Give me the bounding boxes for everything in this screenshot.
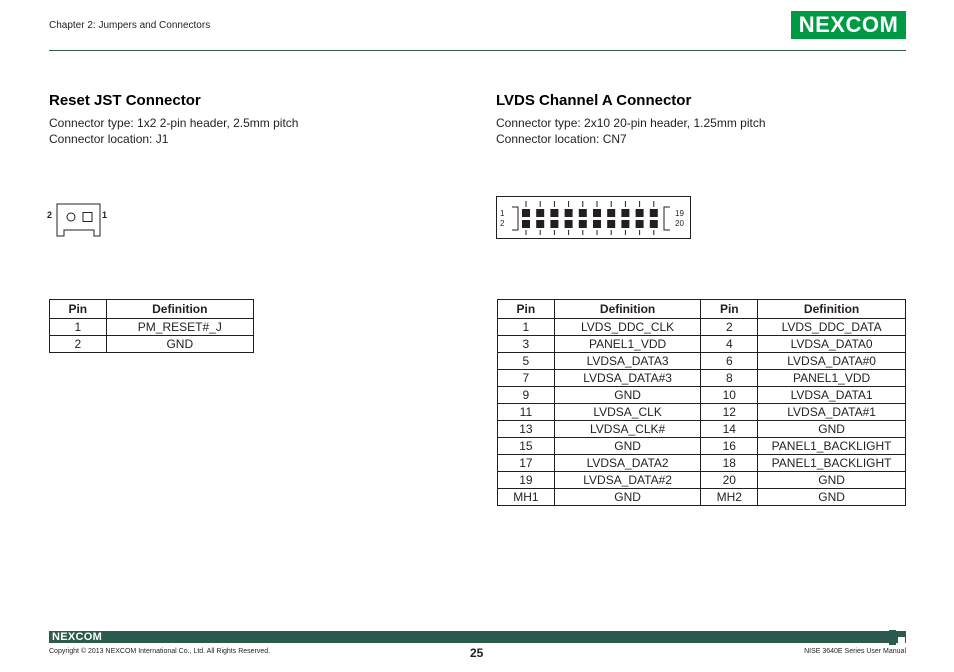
- connector-pin: [536, 209, 544, 217]
- definition-cell: LVDSA_DATA1: [758, 387, 906, 404]
- connector-pin: [579, 220, 587, 228]
- connector-pin: [550, 209, 558, 217]
- definition-cell: GND: [554, 438, 701, 455]
- definition-cell: GND: [106, 336, 253, 353]
- definition-cell: LVDS_DDC_CLK: [554, 319, 701, 336]
- footer-square-decor: [889, 639, 896, 645]
- definition-cell: GND: [758, 421, 906, 438]
- lvds-connector-location: Connector location: CN7: [496, 132, 627, 146]
- lvds-label-2: 2: [500, 219, 505, 228]
- definition-cell: GND: [554, 387, 701, 404]
- table-row: [498, 336, 906, 353]
- connector-pin: [522, 220, 530, 228]
- definition-cell: PANEL1_VDD: [554, 336, 701, 353]
- lvds-label-20: 20: [675, 219, 684, 228]
- pin-cell: 16: [701, 438, 758, 455]
- table-row: [498, 387, 906, 404]
- nexcom-logo: [791, 11, 906, 39]
- connector-pin: [607, 220, 615, 228]
- connector-pin: [565, 209, 573, 217]
- definition-cell: LVDSA_DATA#0: [758, 353, 906, 370]
- definition-cell: LVDSA_DATA#1: [758, 404, 906, 421]
- lvds-label-19: 19: [675, 209, 684, 218]
- pin-cell: 9: [498, 387, 555, 404]
- pin-cell: 17: [498, 455, 555, 472]
- connector-pin: [636, 209, 644, 217]
- column-header-pin: Pin: [498, 300, 555, 319]
- pin-cell: 6: [701, 353, 758, 370]
- lvds-pin-table: [497, 299, 906, 506]
- table-row: [498, 438, 906, 455]
- table-row: [498, 421, 906, 438]
- pin-cell: 20: [701, 472, 758, 489]
- connector-pin: [522, 209, 530, 217]
- chapter-title: Chapter 2: Jumpers and Connectors: [49, 20, 211, 31]
- connector-pin: [536, 220, 544, 228]
- column-header-pin: Pin: [50, 300, 107, 319]
- pin-cell: 11: [498, 404, 555, 421]
- pin-cell: 8: [701, 370, 758, 387]
- table-row: [498, 472, 906, 489]
- header-divider: [49, 50, 906, 51]
- pin-cell: 1: [50, 319, 107, 336]
- column-header-definition: Definition: [554, 300, 701, 319]
- footer-logo: NEXCOM: [52, 631, 103, 643]
- definition-cell: LVDSA_DATA#2: [554, 472, 701, 489]
- definition-cell: PANEL1_VDD: [758, 370, 906, 387]
- definition-cell: LVDSA_CLK: [554, 404, 701, 421]
- table-row: [498, 353, 906, 370]
- reset-connector-diagram: [44, 200, 110, 240]
- logo-text: NEXCOM: [798, 12, 899, 37]
- reset-pin-label-2: 2: [47, 210, 53, 220]
- table-row: [498, 455, 906, 472]
- connector-pin: [607, 209, 615, 217]
- connector-pin: [579, 209, 587, 217]
- pin-cell: 13: [498, 421, 555, 438]
- pin-2-circle: [67, 213, 75, 221]
- lvds-section-title: LVDS Channel A Connector: [496, 92, 692, 109]
- pin-cell: 5: [498, 353, 555, 370]
- lvds-connector-diagram: [496, 196, 692, 240]
- table-row: [50, 319, 254, 336]
- pin-cell: 19: [498, 472, 555, 489]
- definition-cell: LVDSA_DATA2: [554, 455, 701, 472]
- reset-pin-label-1: 1: [102, 210, 108, 220]
- pin-cell: 14: [701, 421, 758, 438]
- table-row: [498, 370, 906, 387]
- table-row: [498, 319, 906, 336]
- table-row: [498, 404, 906, 421]
- definition-cell: GND: [758, 489, 906, 506]
- footer-square-decor: [889, 630, 896, 637]
- table-row: [50, 336, 254, 353]
- connector-pin: [621, 209, 629, 217]
- reset-section-title: Reset JST Connector: [49, 92, 201, 109]
- pin-cell: 10: [701, 387, 758, 404]
- pin-cell: MH2: [701, 489, 758, 506]
- definition-cell: LVDSA_CLK#: [554, 421, 701, 438]
- pin-cell: 3: [498, 336, 555, 353]
- definition-cell: LVDS_DDC_DATA: [758, 319, 906, 336]
- pin-1-square: [83, 213, 92, 222]
- reset-pin-table: [49, 299, 254, 353]
- connector-pin: [550, 220, 558, 228]
- reset-connector-type: Connector type: 1x2 2-pin header, 2.5mm pitch: [49, 116, 299, 130]
- column-header-definition: Definition: [106, 300, 253, 319]
- table-header-row: [50, 300, 254, 319]
- connector-pin: [636, 220, 644, 228]
- pin-cell: 4: [701, 336, 758, 353]
- definition-cell: GND: [758, 472, 906, 489]
- pin-cell: 1: [498, 319, 555, 336]
- definition-cell: PANEL1_BACKLIGHT: [758, 455, 906, 472]
- definition-cell: GND: [554, 489, 701, 506]
- connector-pin: [593, 220, 601, 228]
- definition-cell: LVDSA_DATA#3: [554, 370, 701, 387]
- lvds-connector-type: Connector type: 2x10 20-pin header, 1.25mm pitch: [496, 116, 766, 130]
- pin-cell: MH1: [498, 489, 555, 506]
- table-row: [498, 489, 906, 506]
- connector-pin: [650, 220, 658, 228]
- pin-cell: 15: [498, 438, 555, 455]
- connector-pin: [565, 220, 573, 228]
- reset-connector-location: Connector location: J1: [49, 132, 169, 146]
- pin-cell: 2: [701, 319, 758, 336]
- definition-cell: PANEL1_BACKLIGHT: [758, 438, 906, 455]
- footer-square-decor-light: [898, 637, 905, 644]
- table-header-row: [498, 300, 906, 319]
- manual-title: NISE 3640E Series User Manual: [804, 648, 906, 655]
- footer-bar: [49, 631, 906, 643]
- pin-cell: 18: [701, 455, 758, 472]
- column-header-definition: Definition: [758, 300, 906, 319]
- page-number: 25: [470, 646, 484, 660]
- pin-cell: 12: [701, 404, 758, 421]
- footer-copyright: Copyright © 2013 NEXCOM International Co., Ltd. All Rights Reserved.: [49, 648, 271, 655]
- pin-cell: 2: [50, 336, 107, 353]
- lvds-label-1: 1: [500, 209, 505, 218]
- column-header-pin: Pin: [701, 300, 758, 319]
- connector-pin: [593, 209, 601, 217]
- definition-cell: LVDSA_DATA0: [758, 336, 906, 353]
- definition-cell: PM_RESET#_J: [106, 319, 253, 336]
- pin-cell: 7: [498, 370, 555, 387]
- connector-pin: [621, 220, 629, 228]
- definition-cell: LVDSA_DATA3: [554, 353, 701, 370]
- connector-pin: [650, 209, 658, 217]
